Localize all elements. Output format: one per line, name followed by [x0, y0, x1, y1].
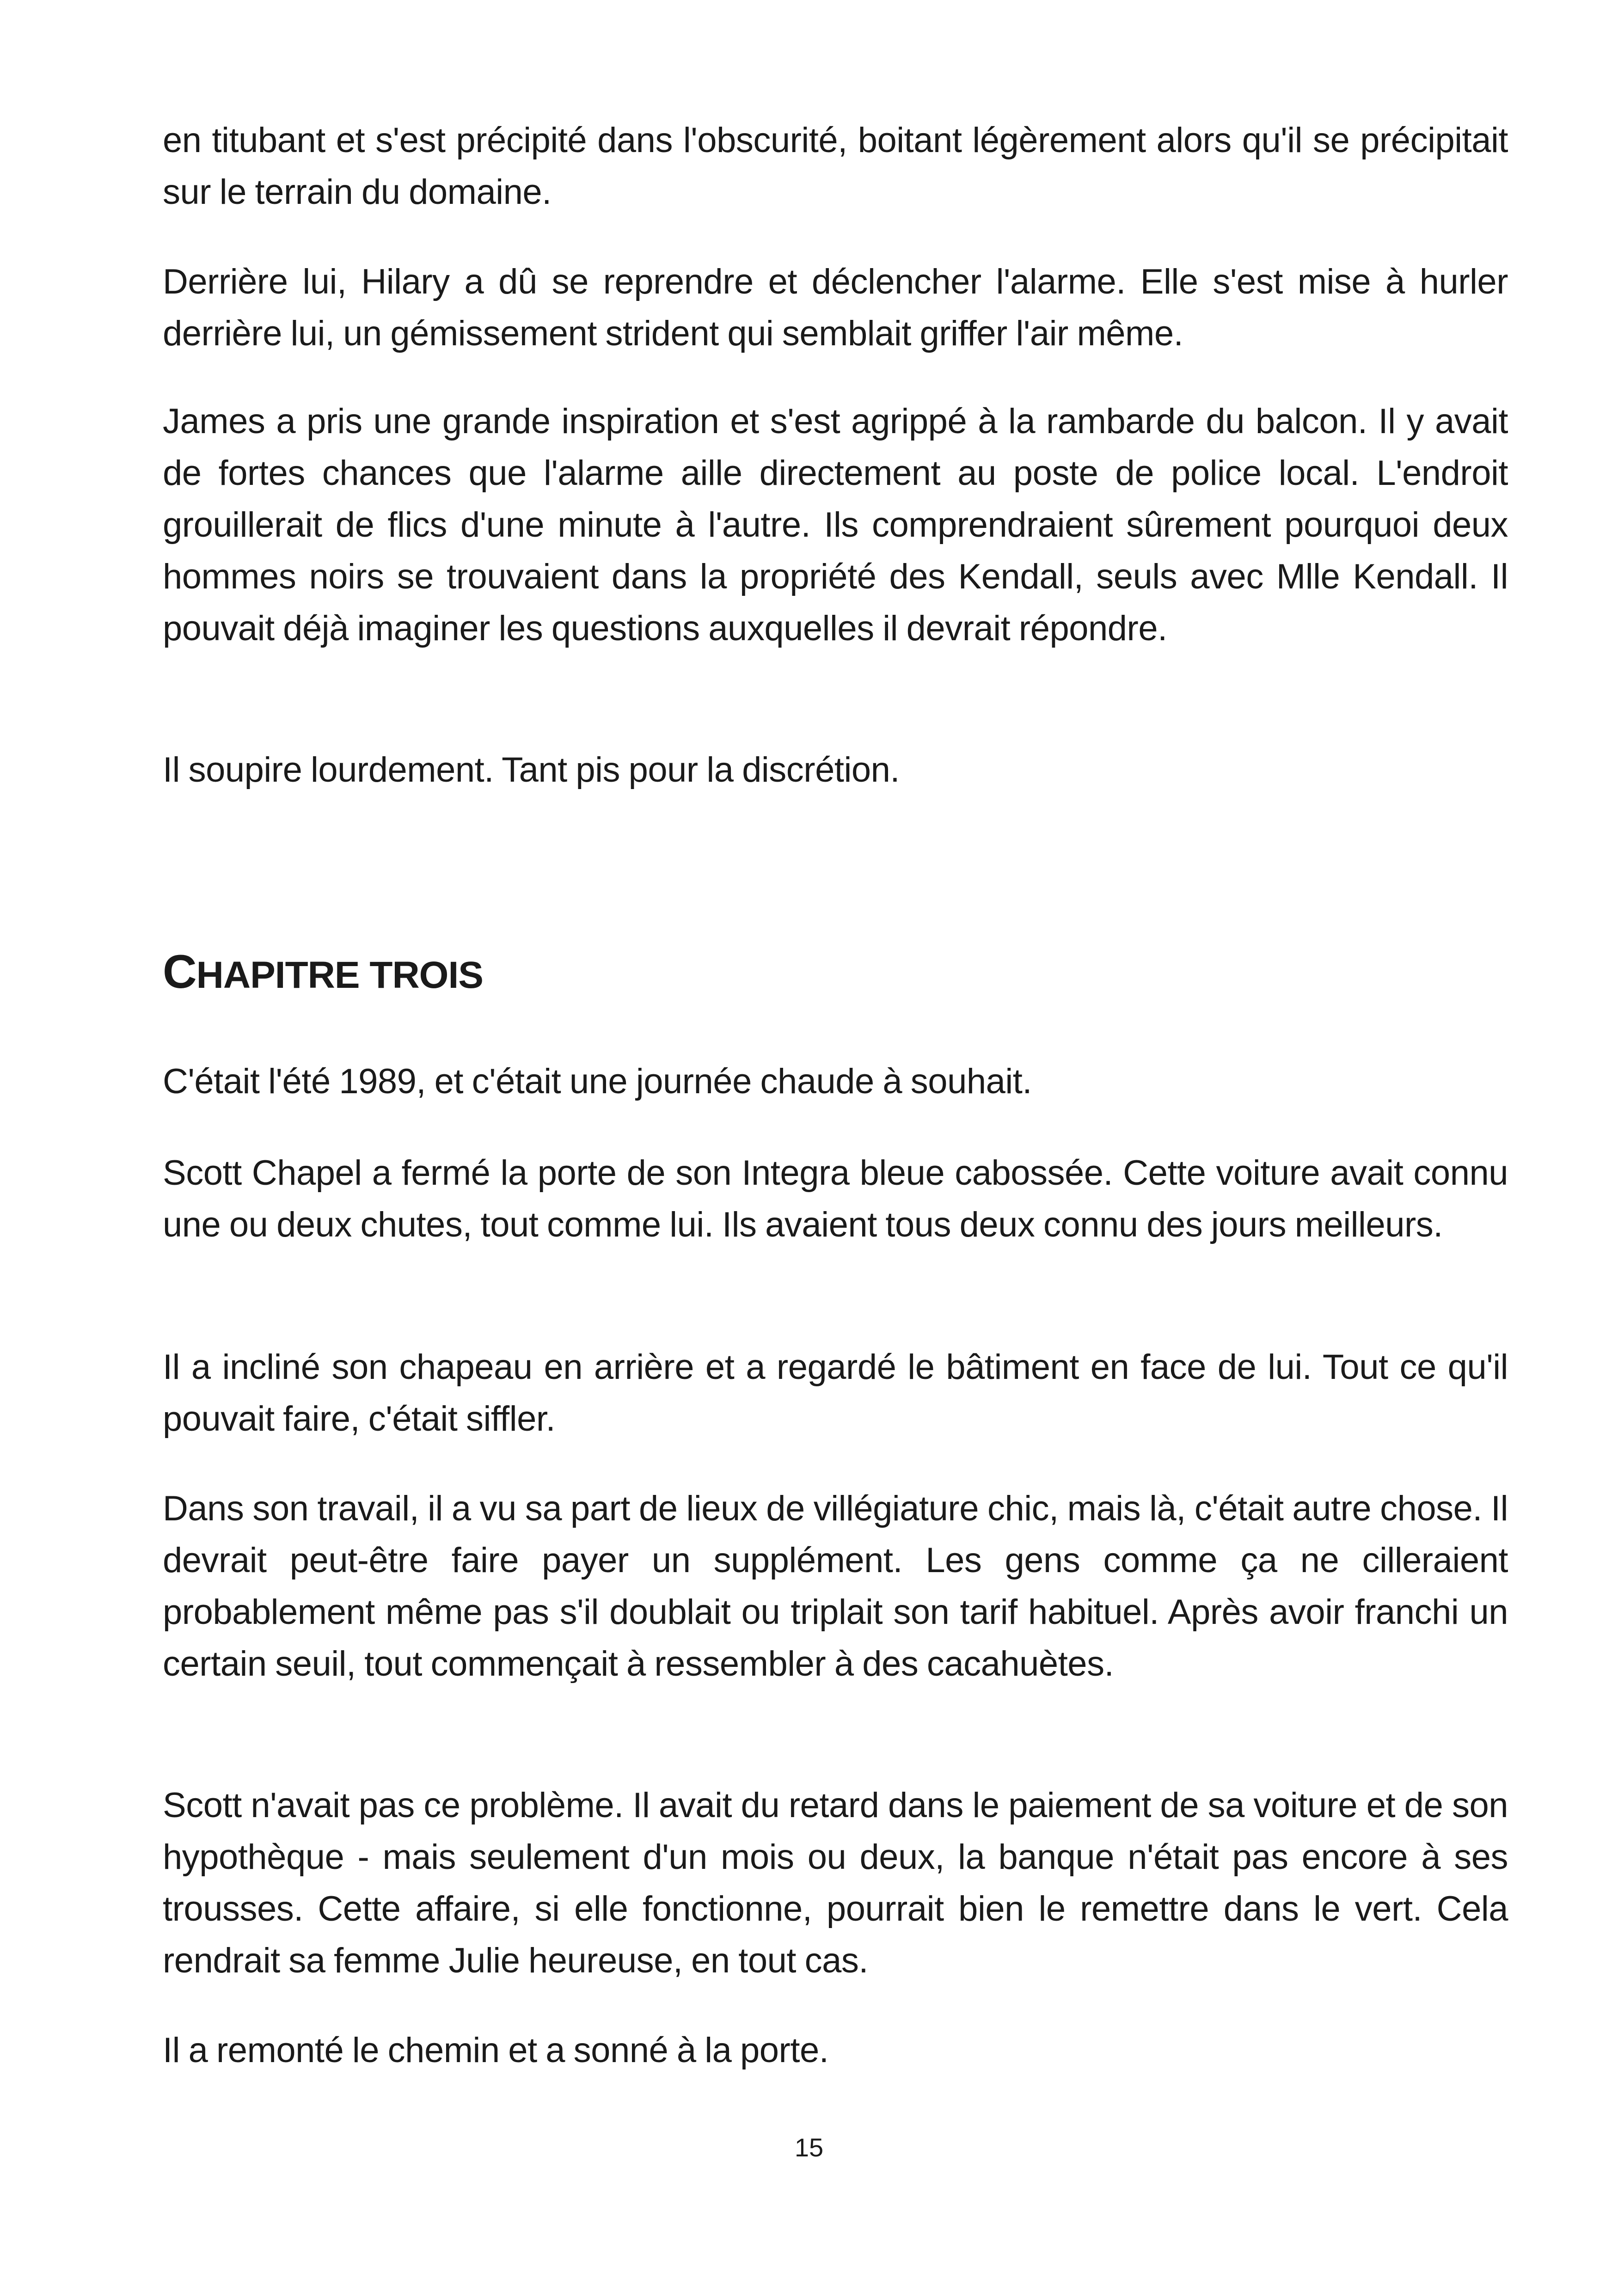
- chapter-title-initial: C: [163, 945, 196, 998]
- paragraph: Derrière lui, Hilary a dû se reprendre et déclencher l'alarme. Elle s'est mise à hurler derrière lui, un gémissement strident qui semblait griffer l'air même.: [163, 262, 1508, 353]
- paragraph: Il soupire lourdement. Tant pis pour la discrétion.: [163, 750, 900, 790]
- paragraph: C'était l'été 1989, et c'était une journée chaude à souhait.: [163, 1062, 1032, 1101]
- page-number: 15: [794, 2133, 824, 2162]
- paragraph: Scott Chapel a fermé la porte de son Integra bleue cabossée. Cette voiture avait connu une ou deux chutes, tout comme lui. Ils avaient tous deux connu des jours meilleurs.: [163, 1153, 1508, 1244]
- paragraph: Il a incliné son chapeau en arrière et a regardé le bâtiment en face de lui. Tout ce qu'il pouvait faire, c'était siffler.: [163, 1347, 1508, 1439]
- paragraph: Dans son travail, il a vu sa part de lieux de villégiature chic, mais là, c'était autre chose. Il devrait peut-être faire payer un supplément. Les gens comme ça ne cilleraient probablement même pas s'il doublait ou triplait son tarif habituel. Après avoir franchi un certain seuil, tout commençait à ressembler à des cacahuètes.: [163, 1489, 1508, 1684]
- paragraph: en titubant et s'est précipité dans l'obscurité, boitant légèrement alors qu'il se précipitait sur le terrain du domaine.: [163, 121, 1508, 212]
- chapter-title-rest: HAPITRE TROIS: [196, 954, 483, 996]
- chapter-title: [163, 939, 483, 1008]
- paragraph: James a pris une grande inspiration et s'est agrippé à la rambarde du balcon. Il y avait de fortes chances que l'alarme aille directement au poste de police local. L'endroit grouillerait de flics d'une minute à l'autre. Ils comprendraient sûrement pourquoi deux hommes noirs se trouvaient dans la propriété des Kendall, seuls avec Mlle Kendall. Il pouvait déjà imaginer les questions auxquelles il devrait répondre.: [163, 402, 1508, 648]
- paragraph: Scott n'avait pas ce problème. Il avait du retard dans le paiement de sa voiture et de son hypothèque - mais seulement d'un mois ou deux, la banque n'était pas encore à ses trousses. Cette affaire, si elle fonctionne, pourrait bien le remettre dans le vert. Cela rendrait sa femme Julie heureuse, en tout cas.: [163, 1786, 1508, 1980]
- paragraph: Il a remonté le chemin et a sonné à la porte.: [163, 2031, 829, 2070]
